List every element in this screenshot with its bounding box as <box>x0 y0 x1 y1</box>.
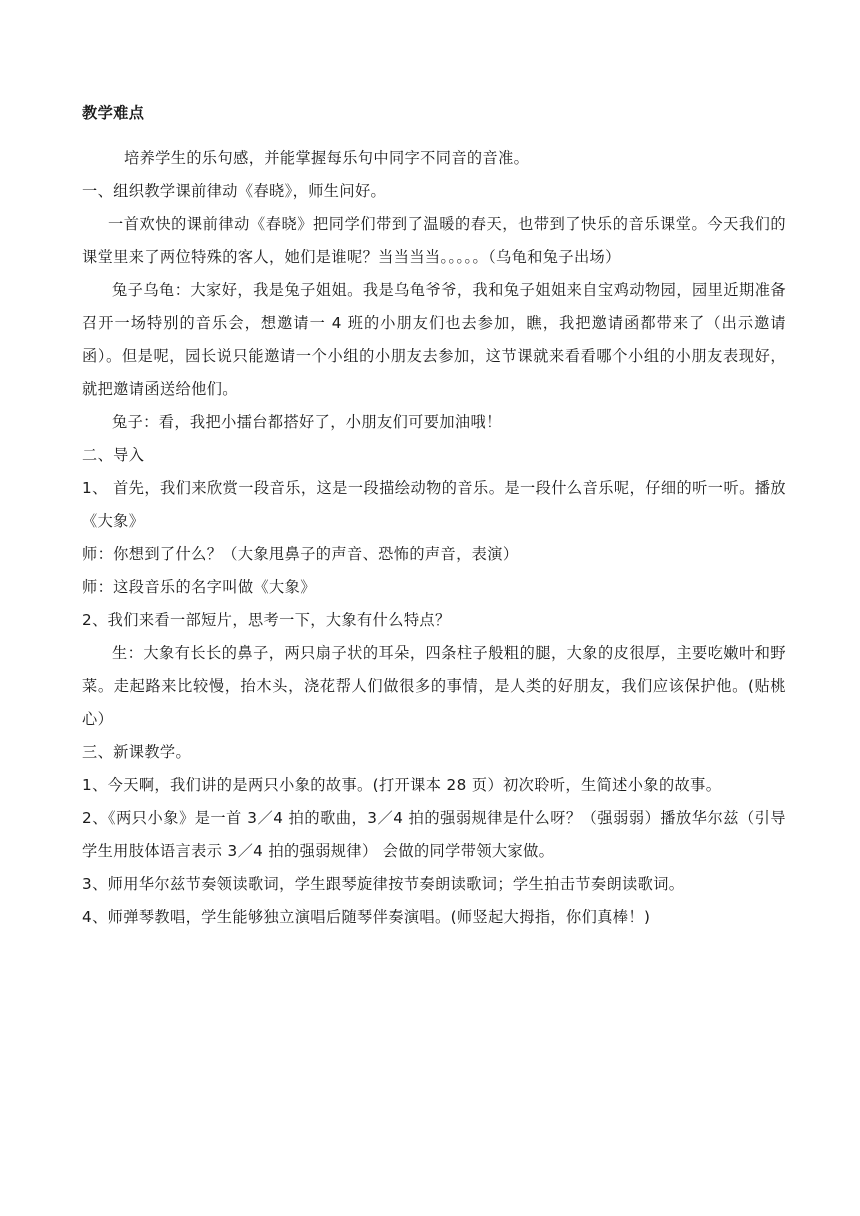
paragraph-step-one: 1、今天啊，我们讲的是两只小象的故事。(打开课本 28 页）初次聆听，生简述小象的故事。 <box>82 776 722 794</box>
paragraph-student-answer: 生：大象有长长的鼻子，两只扇子状的耳朵，四条柱子般粗的腿，大象的皮很厚，主要吃嫩叶和野菜。走起路来比较慢，抬木头，浇花帮人们做很多的事情，是人类的好朋友，我们应该保护他。(贴桃心） <box>82 644 786 728</box>
paragraph-difficulty: 培养学生的乐句感，并能掌握每乐句中同字不同音的音准。 <box>124 149 530 167</box>
paragraph-warmup: 一首欢快的课前律动《春晓》把同学们带到了温暖的春天，也带到了快乐的音乐课堂。今天我们的课堂里来了两位特殊的客人，她们是谁呢？当当当当。。。。。（乌龟和兔子出场） <box>82 215 786 266</box>
paragraph-teacher-question: 师：你想到了什么？（大象甩鼻子的声音、恐怖的声音，表演） <box>82 545 519 563</box>
paragraph-section-two: 二、导入 <box>82 446 145 464</box>
paragraph-step-two: 2、《两只小象》是一首 3／4 拍的歌曲，3／4 拍的强弱规律是什么呀？（强弱弱）播放华尔兹（引导学生用肢体语言表示 3／4 拍的强弱规律） 会做的同学带领大家做。 <box>82 809 786 860</box>
section-heading: 教学难点 <box>82 104 145 122</box>
paragraph-teacher-title: 师：这段音乐的名字叫做《大象》 <box>82 578 316 596</box>
paragraph-section-one: 一、组织教学课前律动《春晓》，师生问好。 <box>82 182 387 200</box>
paragraph-rabbit: 兔子：看，我把小擂台都搭好了，小朋友们可要加油哦！ <box>112 413 502 431</box>
paragraph-section-three: 三、新课教学。 <box>82 743 192 761</box>
paragraph-guests: 兔子乌龟：大家好，我是兔子姐姐。我是乌龟爷爷，我和兔子姐姐来自宝鸡动物园，园里近期准备召开一场特别的音乐会，想邀请一 4 班的小朋友们也去参加，瞧，我把邀请函都带来了（出示邀请函）。但是呢，园长说只能邀请一个小组的小朋友去参加，这节课就来看看哪个小组的小朋友表现好，就把邀请函送给他们。 <box>82 281 786 398</box>
paragraph-listen: 1、 首先，我们来欣赏一段音乐，这是一段描绘动物的音乐。是一段什么音乐呢，仔细的听一听。播放《大象》 <box>82 479 786 530</box>
document-body <box>82 98 786 934</box>
paragraph-short-film: 2、我们来看一部短片，思考一下，大象有什么特点？ <box>82 611 451 629</box>
paragraph-step-three: 3、师用华尔兹节奏领读歌词，学生跟琴旋律按节奏朗读歌词；学生拍击节奏朗读歌词。 <box>82 875 685 893</box>
paragraph-step-four: 4、师弹琴教唱，学生能够独立演唱后随琴伴奏演唱。(师竖起大拇指，你们真棒！) <box>82 908 651 926</box>
